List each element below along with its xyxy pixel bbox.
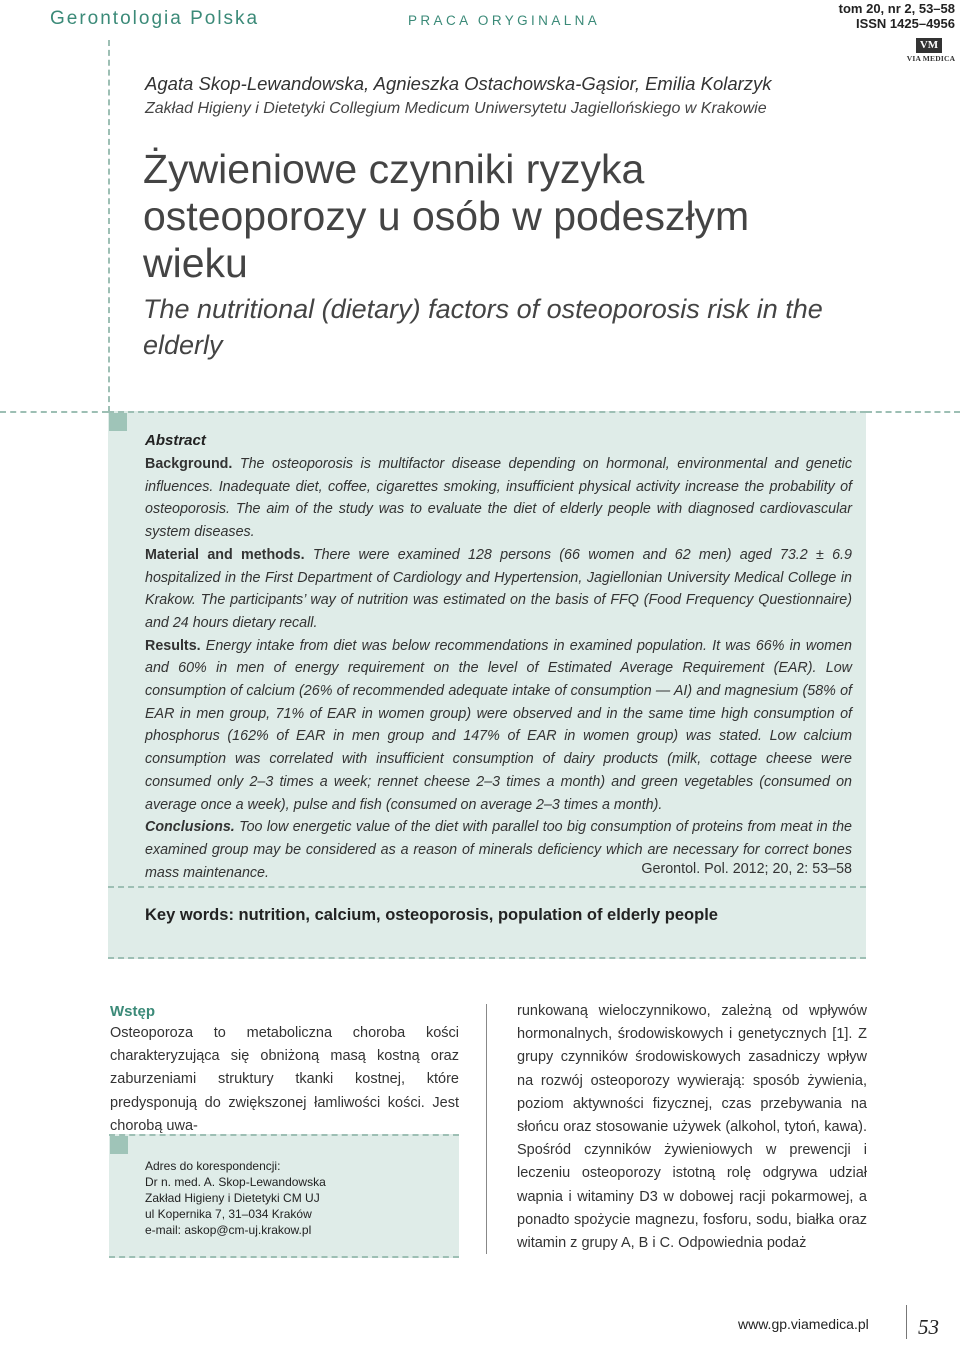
- column-divider: [486, 1004, 487, 1254]
- volume-line: tom 20, nr 2, 53–58: [838, 1, 955, 16]
- abstract-marker: [109, 413, 127, 431]
- abstract-background: [145, 453, 852, 544]
- section-type: PRACA ORYGINALNA: [408, 13, 601, 28]
- correspondence-line: Adres do korespondencji:: [145, 1159, 281, 1173]
- authors: Agata Skop-Lewandowska, Agnieszka Ostachowska-Gąsior, Emilia Kolarzyk: [145, 73, 772, 94]
- keywords: Key words: nutrition, calcium, osteoporosis, population of elderly people: [145, 906, 718, 924]
- correspondence-line: ul Kopernika 7, 31–034 Kraków: [145, 1207, 312, 1221]
- top-right-dashed-rule: [866, 411, 960, 413]
- intro-heading: Wstęp: [110, 1003, 155, 1020]
- correspondence-line: Zakład Higieny i Dietetyki CM UJ: [145, 1191, 320, 1205]
- abstract-results: [145, 635, 852, 817]
- results-text: Energy intake from diet was below recommendations in examined population. It was 66% in women and 60% in men of energy requirement on the level of Estimated Average Requirement (EAR). Low consumption of calcium (26% of recommended adequate intake of consumption — AI) and magnesium (58% of EAR in men group, 71% of EAR in women group) were observed and in the same time high consumption of phosphorus (162% of EAR in men group and 147% of EAR in women group) was stated. Low calcium consumption was correlated with insufficient consumption of dairy products (milk, cottage cheese were consumed only 2–3 times a week; rennet cheese 2–3 times a month) and green vegetables (consumed on average once a week), pulse and fish (consumed on average 2–3 times a month).: [145, 637, 852, 813]
- correspondence-email[interactable]: e-mail: askop@cm-uj.krakow.pl: [145, 1223, 312, 1237]
- background-text: The osteoporosis is multifactor disease depending on hormonal, environmental and genetic influences. Inadequate diet, coffee, cigarettes smoking, insufficient physical activity increase the probability of osteoporosis. The aim of the study was to evaluate the diet of elderly people with diagnosed cardiovascular system diseases.: [145, 456, 852, 541]
- keywords-dashed-rule: [108, 886, 866, 888]
- abstract-heading: Abstract: [145, 432, 206, 449]
- footer-divider: [906, 1305, 907, 1339]
- logo-mark: VM: [916, 38, 942, 53]
- correspondence-line: Dr n. med. A. Skop-Lewandowska: [145, 1175, 326, 1189]
- conclusions-text: Too low energetic value of the diet with parallel too big consumption of proteins from meat in the examined group may be considered as a reason of minerals deficiency which are necessary for correct bones mass maintenance.: [145, 819, 852, 881]
- conclusions-label: Conclusions.: [145, 819, 235, 836]
- issn-line: ISSN 1425–4956: [855, 16, 955, 31]
- footer-url[interactable]: www.gp.viamedica.pl: [738, 1316, 869, 1332]
- affiliation: Zakład Higieny i Dietetyki Collegium Medicum Uniwersytetu Jagiellońskiego w Krakowie: [145, 100, 767, 117]
- methods-label: Material and methods.: [145, 546, 305, 563]
- volume-info: [839, 1, 955, 31]
- intro-left-column: Osteoporoza to metaboliczna choroba kości charakteryzująca się obniżoną masą kostną oraz zaburzeniami struktury tkanki kostnej, które predysponują do zwiększonej łamliwości kości. Jest chorobą uwa-: [110, 1025, 459, 1134]
- title-polish: Żywieniowe czynniki ryzyka osteoporozy u osób w podeszłym wieku: [143, 146, 750, 286]
- title-english: The nutritional (dietary) factors of osteoporosis risk in the elderly: [143, 294, 823, 360]
- left-dashed-rule: [108, 40, 110, 412]
- methods-text: There were examined 128 persons (66 women and 62 men) aged 73.2 ± 6.9 hospitalized in the First Department of Cardiology and Hypertension, Jagiellonian University Medical College in Krakow. The participants’ way of nutrition was estimated on the basis of FFQ (Food Frequency Questionnaire) and 24 hours dietary recall.: [145, 546, 852, 631]
- correspondence-marker: [110, 1136, 128, 1154]
- via-medica-logo: [903, 38, 957, 66]
- page-number: 53: [918, 1315, 939, 1339]
- abstract-body: [145, 453, 852, 884]
- background-label: Background.: [145, 456, 233, 472]
- abstract-methods: [145, 544, 852, 635]
- correspondence-text: [145, 1158, 326, 1238]
- citation: Gerontol. Pol. 2012; 20, 2: 53–58: [641, 861, 852, 877]
- intro-right-column: runkowaną wieloczynnikowo, zależną od wpływów hormonalnych, środowiskowych i genetycznych [1]. Z grupy czynników środowiskowych zasadniczy wpływ na rozwój osteoporozy wywierają: sposób żywienia, poziom aktywności fizycznej, czas przebywania na słońcu oraz stosowanie używek (alkohol, tytoń, kawa). Spośród czynników żywieniowych w prewencji i leczeniu osteoporozy istotną rolę odgrywa udział wapnia i witaminy D3 w dobowej racji pokarmowej, a ponadto spożycie magnezu, fosforu, sodu, białka oraz witamin z grupy A, B i C. Odpowiednia podaż: [517, 1003, 867, 1252]
- logo-text: VIA MEDICA: [906, 54, 956, 63]
- journal-name: Gerontologia Polska: [50, 8, 260, 29]
- top-dashed-rule: [0, 411, 108, 413]
- results-label: Results.: [145, 637, 201, 654]
